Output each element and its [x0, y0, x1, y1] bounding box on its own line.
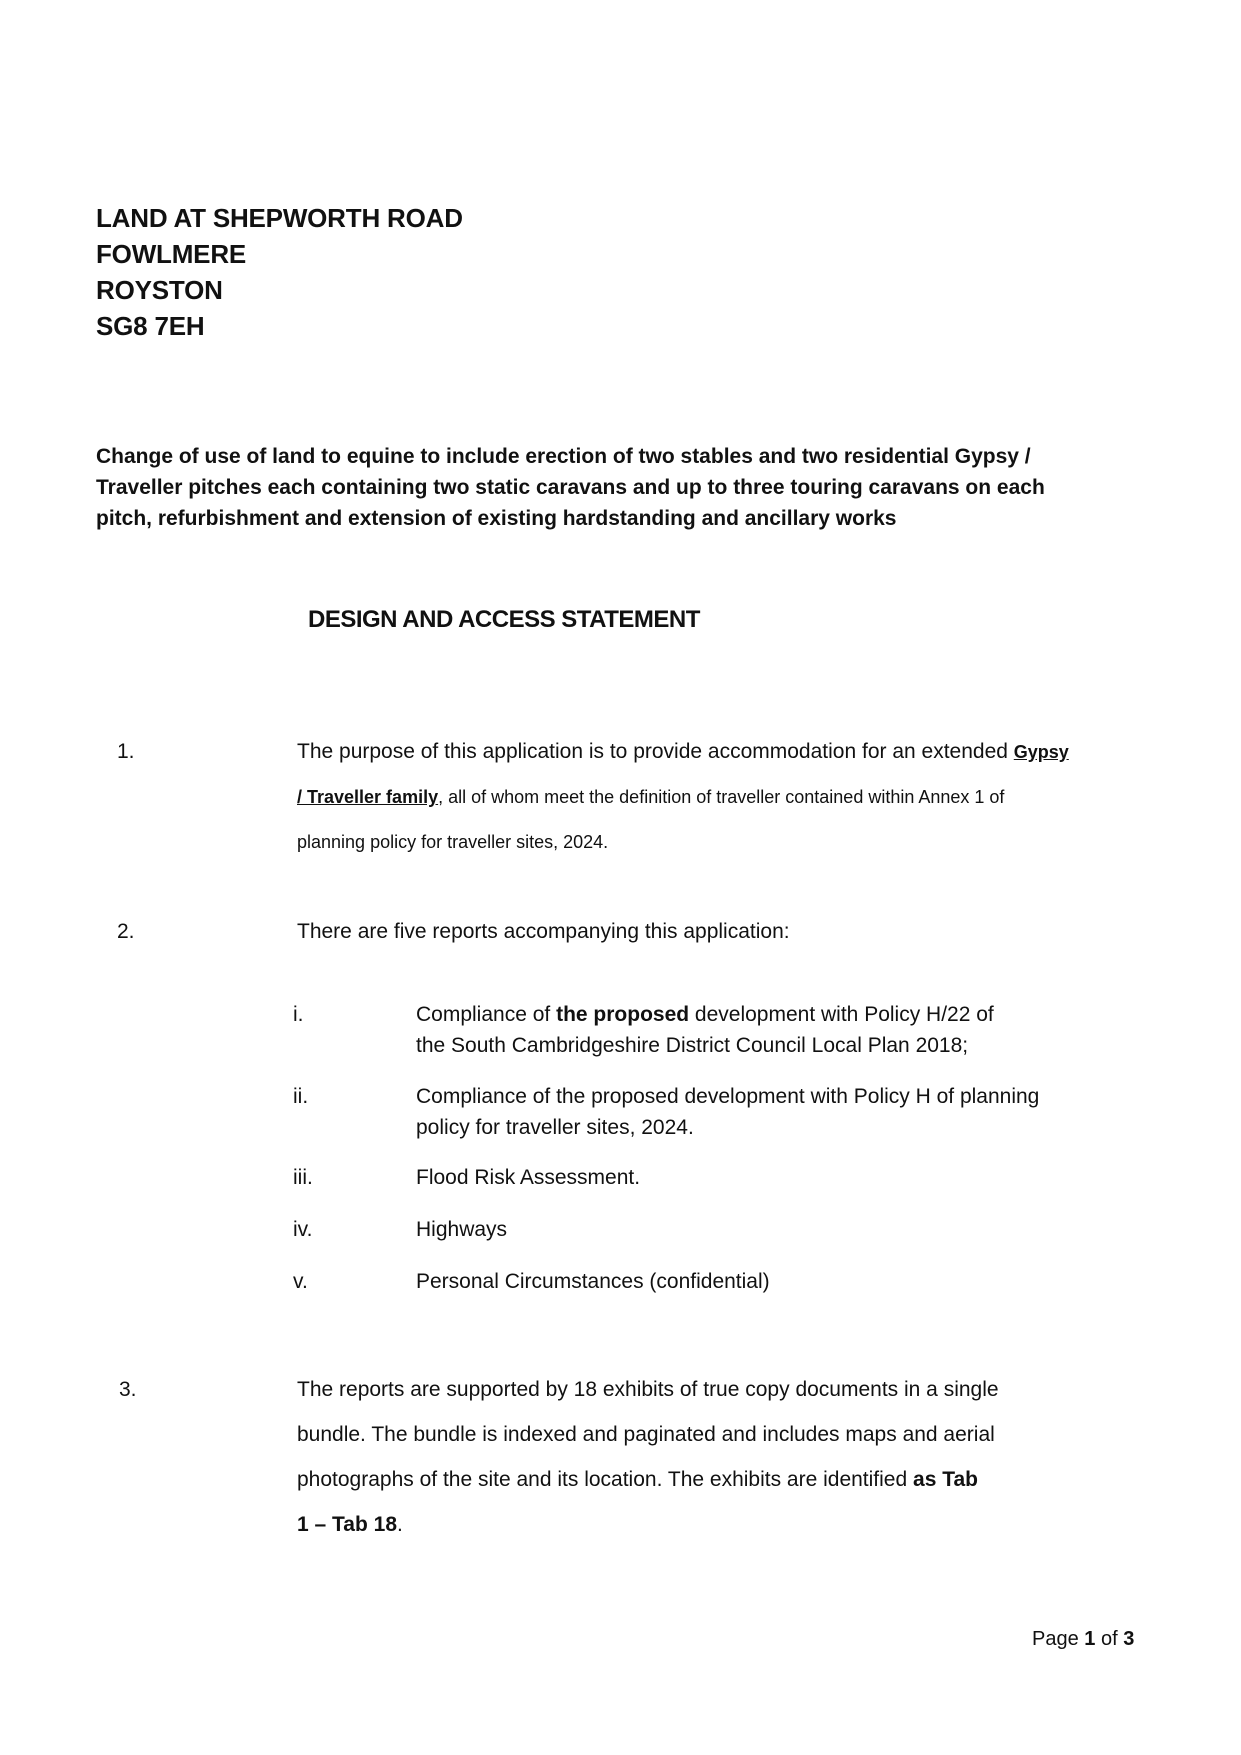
proposal-description [96, 441, 1146, 534]
address-postcode: SG8 7EH [96, 311, 205, 341]
page-label: Page [1032, 1628, 1085, 1650]
proposal-line-3: pitch, refurbishment and extension of existing hardstanding and ancillary works [96, 507, 897, 530]
report-item-i [416, 999, 994, 1061]
report-item-i-post: development with Policy H/22 of [689, 1003, 994, 1026]
paragraph-1-line-2: , all of whom meet the definition of traveller contained within Annex 1 of [438, 787, 1005, 807]
of-label: of [1095, 1628, 1124, 1650]
paragraph-3-line-3: photographs of the site and its location. The exhibits are identified [297, 1468, 914, 1491]
item-iv-number: iv. [293, 1218, 313, 1241]
paragraph-1-line-3: planning policy for traveller sites, 2024. [297, 832, 609, 852]
item-i-number: i. [293, 1003, 304, 1026]
paragraph-3-tab-range: 1 – Tab 18 [297, 1513, 397, 1536]
site-address [96, 200, 463, 344]
address-line-1: LAND AT SHEPWORTH ROAD [96, 203, 463, 233]
item-iii-number: iii. [293, 1166, 313, 1189]
paragraph-3-line-4: . [397, 1513, 403, 1536]
paragraph-3-line-3-bold: as Tab [913, 1468, 978, 1491]
page-title: DESIGN AND ACCESS STATEMENT [308, 606, 700, 633]
address-line-3: ROYSTON [96, 275, 223, 305]
paragraph-1 [297, 740, 1157, 870]
gypsy-link: Gypsy [1013, 742, 1069, 762]
current-page: 1 [1084, 1628, 1096, 1650]
proposal-line-1: Change of use of land to equine to include erection of two stables and two residential Gypsy / [96, 445, 1031, 468]
report-item-i-line-2: the South Cambridgeshire District Council Local Plan 2018; [416, 1034, 969, 1057]
traveller-family-link: / Traveller family [297, 787, 439, 807]
report-item-iii: Flood Risk Assessment. [416, 1166, 641, 1189]
paragraph-2-text: There are five reports accompanying this application: [297, 920, 790, 943]
paragraph-3-line-1: The reports are supported by 18 exhibits of true copy documents in a single [297, 1378, 999, 1401]
paragraph-2-number: 2. [117, 920, 135, 943]
report-item-i-pre: Compliance of [416, 1003, 557, 1026]
report-item-iv: Highways [416, 1218, 508, 1241]
item-v-number: v. [293, 1270, 308, 1293]
paragraph-1-line-1: The purpose of this application is to provide accommodation for an extended [297, 740, 1014, 763]
total-pages: 3 [1123, 1628, 1135, 1650]
paragraph-3-line-2: bundle. The bundle is indexed and paginated and includes maps and aerial [297, 1423, 995, 1446]
paragraph-1-number: 1. [117, 740, 135, 763]
report-item-i-bold: the proposed [556, 1003, 690, 1026]
address-line-2: FOWLMERE [96, 239, 247, 269]
page-number [1032, 1628, 1134, 1651]
report-item-ii [416, 1081, 1039, 1143]
item-ii-number: ii. [293, 1085, 309, 1108]
paragraph-3-number: 3. [119, 1378, 137, 1401]
report-item-ii-line-1: Compliance of the proposed development with Policy H of planning [416, 1085, 1040, 1108]
paragraph-3 [297, 1378, 1157, 1558]
proposal-line-2: Traveller pitches each containing two static caravans and up to three touring caravans on each [96, 476, 1045, 499]
report-item-v: Personal Circumstances (confidential) [416, 1270, 770, 1293]
report-item-ii-line-2: policy for traveller sites, 2024. [416, 1116, 694, 1139]
